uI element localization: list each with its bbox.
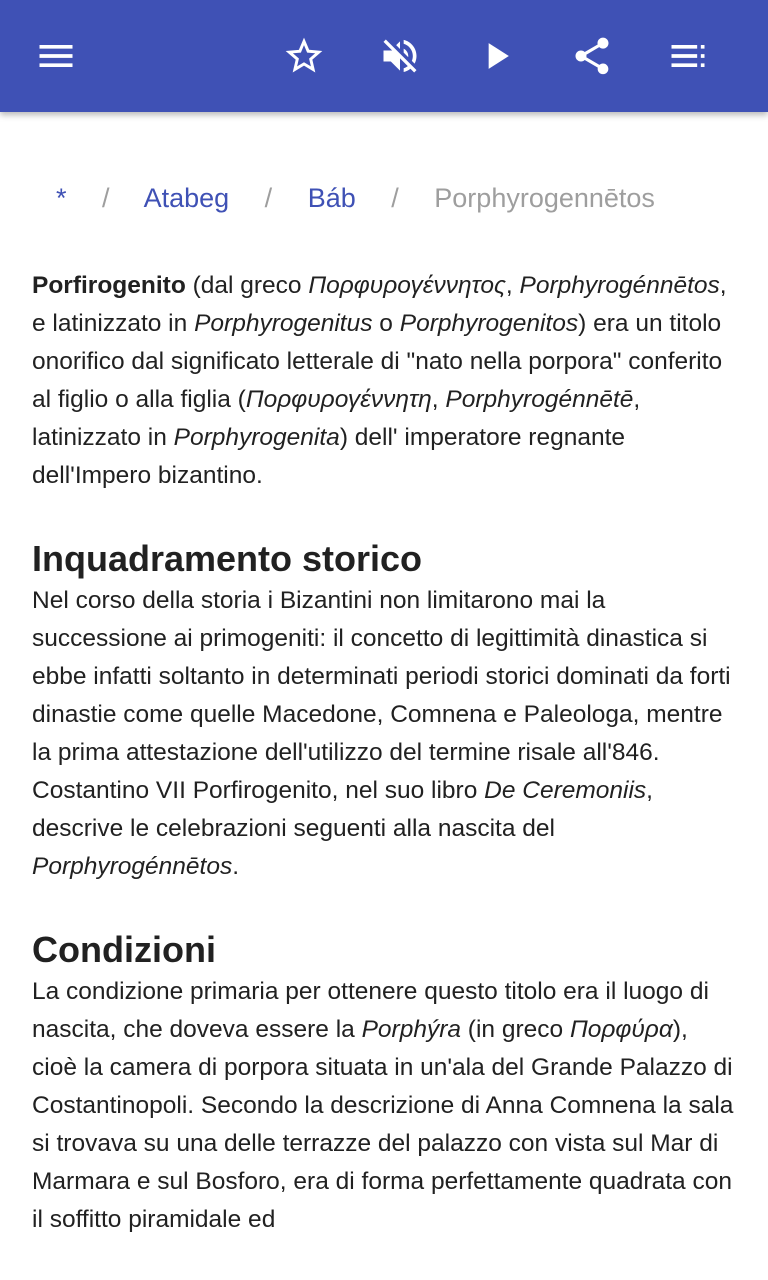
text-run: ), cioè la camera di porpora situata in un'ala del Grande Palazzo di Costantinopoli. Secondo la descrizione di Anna Comnena la sala si trovava su una delle terrazze del palazzo con vista sul Mar di Marmara e sul Bosforo, era di forma perfettamente quadrata con il soffitto piramidale ed bbox=[32, 1016, 734, 1233]
text-run: La condizione primaria per ottenere questo titolo era il luogo di nascita, che doveva essere la bbox=[32, 978, 709, 1043]
app-toolbar bbox=[0, 0, 768, 112]
text-run: , e latinizzato in bbox=[32, 272, 727, 337]
text-run: , bbox=[431, 386, 446, 413]
breadcrumb-home-link[interactable]: * bbox=[56, 183, 67, 213]
play-button[interactable] bbox=[464, 24, 528, 88]
translit-term: Porphyrogénnētos bbox=[32, 853, 233, 880]
section-heading: Inquadramento storico bbox=[32, 538, 423, 579]
book-title: De Ceremoniis bbox=[484, 777, 647, 804]
greek-term: Πορφυρογέννητος bbox=[308, 272, 506, 299]
star-outline-icon bbox=[282, 34, 326, 78]
breadcrumb bbox=[32, 180, 736, 216]
greek-term: Πορφυρογέννητη bbox=[245, 386, 432, 413]
breadcrumb-current: Porphyrogennētos bbox=[434, 183, 655, 213]
text-run: o bbox=[372, 310, 400, 337]
text-run: ) era un titolo onorifico dal significato letterale di "nato nella porpora" conferito al figlio o alla figlia ( bbox=[32, 310, 723, 413]
mute-button[interactable] bbox=[368, 24, 432, 88]
translit-term: Porphyrogénnētē bbox=[445, 386, 634, 413]
bookmark-button[interactable] bbox=[272, 24, 336, 88]
translit-term: Porphyrogénnētos bbox=[519, 272, 720, 299]
latin-term: Porphyrogenita bbox=[173, 424, 340, 451]
share-button[interactable] bbox=[560, 24, 624, 88]
text-run: (in greco bbox=[461, 1016, 570, 1043]
text-run: , descrive le celebrazioni seguenti alla nascita del bbox=[32, 777, 653, 842]
breadcrumb-separator: / bbox=[264, 183, 273, 213]
volume-off-icon bbox=[378, 34, 422, 78]
share-icon bbox=[570, 34, 614, 78]
breadcrumb-separator: / bbox=[102, 183, 110, 213]
text-run: (dal greco bbox=[185, 272, 309, 299]
section-paragraph bbox=[32, 973, 736, 1239]
contents-button[interactable] bbox=[656, 24, 720, 88]
breadcrumb-link-atabeg[interactable]: Atabeg bbox=[143, 183, 230, 213]
text-run: , bbox=[505, 272, 520, 299]
play-icon bbox=[474, 34, 518, 78]
text-run: Nel corso della storia i Bizantini non limitarono mai la successione ai primogeniti: il concetto di legittimità dinastica si ebbe infatti soltanto in determinati periodi storici dominati da forti dinastie come quelle Macedone, Comnena e Paleologa, mentre la prima attestazione dell'utilizzo del termine risale all'846. Costantino VII Porfirogenito, nel suo libro bbox=[32, 587, 731, 804]
text-run: . bbox=[232, 853, 240, 880]
translit-term: Porphýra bbox=[361, 1016, 461, 1043]
breadcrumb-link-bab[interactable]: Báb bbox=[307, 183, 356, 213]
latin-term: Porphyrogenitus bbox=[194, 310, 373, 337]
menu-button[interactable] bbox=[24, 24, 88, 88]
menu-icon bbox=[34, 34, 78, 78]
text-run: , latinizzato in bbox=[32, 386, 641, 451]
latin-term: Porphyrogenitos bbox=[399, 310, 579, 337]
greek-term: Πορφύρα bbox=[569, 1016, 673, 1043]
article-content bbox=[32, 112, 736, 1239]
breadcrumb-separator: / bbox=[391, 183, 399, 213]
section-paragraph bbox=[32, 582, 736, 886]
intro-paragraph bbox=[32, 267, 736, 495]
article-title-term: Porfirogenito bbox=[32, 272, 186, 299]
playlist-icon bbox=[666, 34, 710, 78]
section-heading: Condizioni bbox=[32, 929, 216, 970]
text-run: ) dell' imperatore regnante dell'Impero bizantino. bbox=[32, 424, 626, 489]
